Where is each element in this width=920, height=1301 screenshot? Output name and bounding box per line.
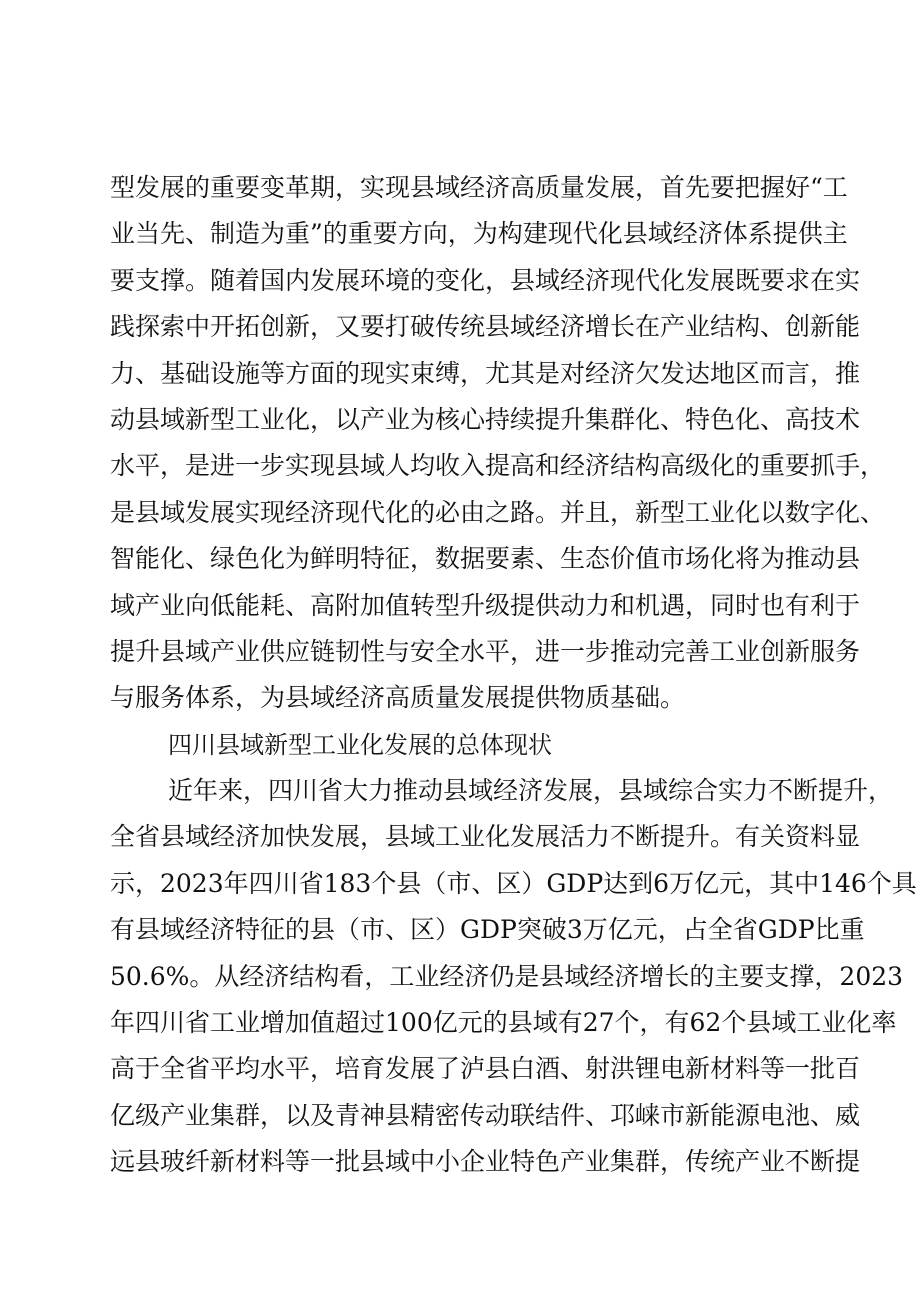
section-heading: 四川县域新型工业化发展的总体现状 <box>168 730 552 759</box>
paragraph-line: 要支撑。随着国内发展环境的变化，县域经济现代化发展既要求在实 <box>110 265 861 295</box>
paragraph-line: 与服务体系，为县域经济高质量发展提供物质基础。 <box>110 683 686 713</box>
paragraph-line: 全省县域经济加快发展，县域工业化发展活力不断提升。有关资料显 <box>110 822 861 852</box>
paragraph-line: 高于全省平均水平，培育发展了泸县白酒、射洪锂电新材料等一批百 <box>110 1054 861 1084</box>
document-body <box>110 165 917 1186</box>
paragraph-line: 型发展的重要变革期，实现县域经济高质量发展，首先要把握好“工 <box>110 173 848 202</box>
paragraph-line: 年四川省工业增加值超过100亿元的县域有27个，有62个县域工业化率 <box>110 1008 897 1038</box>
paragraph-line: 提升县域产业供应链韧性与安全水平，进一步推动完善工业创新服务 <box>110 636 861 666</box>
paragraph-line: 远县玻纤新材料等一批县域中小企业特色产业集群，传统产业不断提 <box>110 1147 861 1177</box>
paragraph-line: 是县域发展实现经济现代化的必由之路。并且，新型工业化以数字化、 <box>110 497 886 527</box>
paragraph-line: 智能化、绿色化为鲜明特征，数据要素、生态价值市场化将为推动县 <box>110 544 861 574</box>
paragraph-line: 亿级产业集群，以及青神县精密传动联结件、邛崃市新能源电池、威 <box>110 1100 861 1130</box>
paragraph-line: 示，2023年四川省183个县（市、区）GDP达到6万亿元，其中146个具 <box>110 868 917 898</box>
paragraph-line: 近年来，四川省大力推动县域经济发展，县域综合实力不断提升， <box>168 776 894 806</box>
paragraph-line: 50.6%。从经济结构看，工业经济仍是县域经济增长的主要支撑，2023 <box>110 961 904 991</box>
paragraph-line: 力、基础设施等方面的现实束缚，尤其是对经济欠发达地区而言，推 <box>110 358 861 388</box>
paragraph-line: 业当先、制造为重”的重要方向，为构建现代化县域经济体系提供主 <box>110 219 848 249</box>
paragraph-line: 有县域经济特征的县（市、区）GDP突破3万亿元，占全省GDP比重 <box>110 915 865 945</box>
paragraph-line: 水平，是进一步实现县域人均收入提高和经济结构高级化的重要抓手， <box>110 451 886 481</box>
paragraph-line: 域产业向低能耗、高附加值转型升级提供动力和机遇，同时也有利于 <box>110 590 861 620</box>
paragraph-line: 践探索中开拓创新，又要打破传统县域经济增长在产业结构、创新能 <box>110 312 861 342</box>
paragraph-line: 动县域新型工业化，以产业为核心持续提升集群化、特色化、高技术 <box>110 404 861 434</box>
